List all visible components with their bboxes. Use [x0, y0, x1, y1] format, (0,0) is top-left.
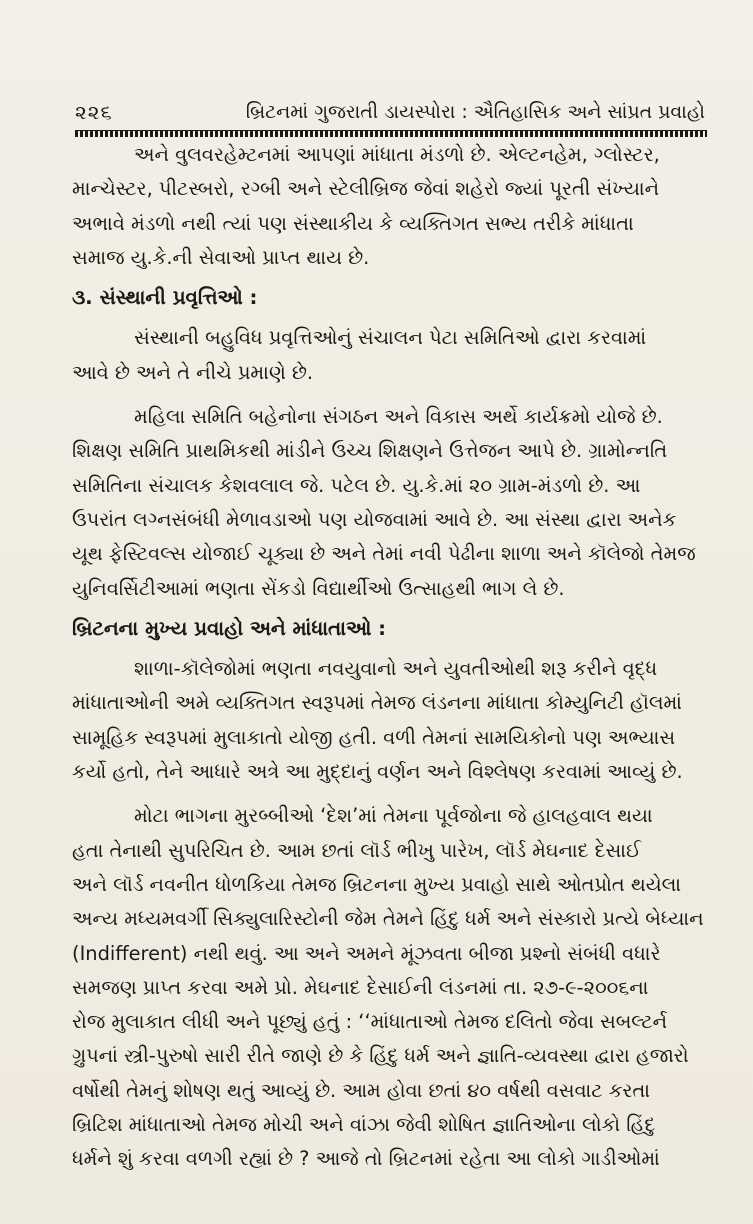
- text-line: અને વુલવરહેમ્ટનમાં આપણાં માંધાતા મંડળો છે. એલ્ટનહેમ, ગ્લોસ્ટર,: [134, 143, 660, 166]
- text-line: ઉપરાંત લગ્નસંબંધી મેળાવડાઓ પણ યોજવામાં આવે છે. આ સંસ્થા દ્વારા અનેક: [72, 507, 677, 531]
- text-line: શિક્ષણ સમિતિ પ્રાથમિકથી માંડીને ઉચ્ચ શિક્ષણને ઉત્તેજન આપે છે. ગ્રામોન્નતિ: [72, 439, 668, 463]
- text-line: હતા તેનાથી સુપરિચિત છે. આમ છતાં લૉર્ડ ભીખુ પારેખ, લૉર્ડ મેઘનાદ દેસાઈ: [72, 838, 641, 862]
- text-line: સમિતિના સંચાલક કેશવલાલ જે. પટેલ છે. યુ.કે.માં ૨૦ ગ્રામ-મંડળો છે. આ: [72, 473, 641, 497]
- text-line: સમજણ પ્રાપ્ત કરવા અમે પ્રો. મેઘનાદ દેસાઈની લંડનમાં તા. ૨૭-૯-૨૦૦૬ના: [72, 975, 649, 999]
- text-line: બ્રિટિશ માંધાતાઓ તેમજ મોચી અને વાંઝા જેવી શોષિત જ્ઞાતિઓના લોકો હિંદુ: [72, 1113, 656, 1137]
- text-line: યૂથ ફેસ્ટિવલ્સ યોજાઈ ચૂક્યા છે અને તેમાં નવી પેઢીના શાળા અને કૉલેજો તેમજ: [72, 542, 696, 566]
- text-line: શાળા-કૉલેજોમાં ભણતા નવયુવાનો અને યુવતીઓથી શરૂ કરીને વૃદ્ધ: [134, 657, 658, 681]
- text-line: વર્ષોથી તેમનું શોષણ થતું આવ્યું છે. આમ હોવા છતાં ૪૦ વર્ષથી વસવાટ કરતા: [72, 1078, 651, 1102]
- text-line: માન્ચેસ્ટર, પીટસ્બરો, રગ્બી અને સ્ટેલીબ્રિજ જેવાં શહેરો જ્યાં પૂરતી સંખ્યાને: [72, 177, 660, 201]
- text-line: અન્ય મધ્યમવર્ગી સિક્યુલારિસ્ટોની જેમ તેમને હિંદુ ધર્મ અને સંસ્કારો પ્રત્યે બેધ્યાન: [72, 907, 704, 931]
- page-body: [72, 138, 712, 1177]
- text-line: ધર્મને શું કરવા વળગી રહ્યાં છે ? આજે તો બ્રિટનમાં રહેતા આ લોકો ગાડીઓમાં: [72, 1147, 660, 1171]
- text-line: કર્યો હતો, તેને આધારે અત્રે આ મુદ્દાનું વર્ણન અને વિશ્લેષણ કરવામાં આવ્યું છે.: [72, 760, 683, 784]
- text-line: અને લૉર્ડ નવનીત ધોળકિયા તેમજ બ્રિટનના મુખ્ય પ્રવાહો સાથે ઓતપ્રોત થયેલા: [72, 872, 681, 896]
- text-line: મહિલા સમિતિ બહેનોના સંગઠન અને વિકાસ અર્થે કાર્યક્રમો યોજે છે.: [134, 405, 663, 429]
- section-heading: ૩. સંસ્થાની પ્રવૃત્તિઓ :: [72, 286, 258, 310]
- text-line: સામૂહિક સ્વરૂપમાં મુલાકાતો યોજી હતી. વળી તેમનાં સામયિકોનો પણ અભ્યાસ: [72, 725, 676, 749]
- section-heading: બ્રિટનના મુખ્ય પ્રવાહો અને માંધાતાઓ :: [72, 616, 386, 640]
- text-line: ગ્રુપનાં સ્ત્રી-પુરુષો સારી રીતે જાણે છે કે હિંદુ ધર્મ અને જ્ઞાતિ-વ્યવસ્થા દ્વારા હજારો: [72, 1044, 689, 1068]
- text-line: આવે છે અને તે નીચે પ્રમાણે છે.: [72, 360, 314, 384]
- page-number: ૨૨૬: [75, 100, 113, 124]
- text-line: (Indifferent) નથી થવું. આ અને અમને મૂંઝવતા બીજા પ્રશ્નો સંબંધી વધારે: [72, 941, 661, 965]
- header-rule: [75, 130, 707, 137]
- text-line: સમાજ યુ.કે.ની સેવાઓ પ્રાપ્ત થાય છે.: [72, 245, 370, 269]
- text-line: અભાવે મંડળો નથી ત્યાં પણ સંસ્થાકીય કે વ્યક્તિગત સભ્ય તરીકે માંધાતા: [72, 211, 634, 235]
- text-line: મોટા ભાગના મુરબ્બીઓ ‘દેશ’માં તેમના પૂર્વજોના જે હાલહવાલ થયા: [134, 804, 653, 828]
- text-line: રોજ મુલાકાત લીધી અને પૂછ્યું હતું : ‘‘માંધાતાઓ તેમજ દલિતો જેવા સબલ્ટર્ન: [72, 1010, 668, 1034]
- text-line: યુનિવર્સિટીઆમાં ભણતા સેંકડો વિદ્યાર્થીઓ ઉત્સાહથી ભાગ લે છે.: [72, 576, 565, 600]
- running-title: બ્રિટનમાં ગુજરાતી ડાયસ્પોરા : ઐતિહાસિક અને સાંપ્રત પ્રવાહો: [245, 101, 705, 123]
- text-line: સંસ્થાની બહુવિધ પ્રવૃત્તિઓનું સંચાલન પેટા સમિતિઓ દ્વારા કરવામાં: [134, 326, 647, 350]
- text-line: માંધાતાઓની અમે વ્યક્તિગત સ્વરૂપમાં તેમજ લંડનના માંધાતા કોમ્યુનિટી હૉલમાં: [72, 691, 682, 715]
- page-header: [75, 92, 705, 132]
